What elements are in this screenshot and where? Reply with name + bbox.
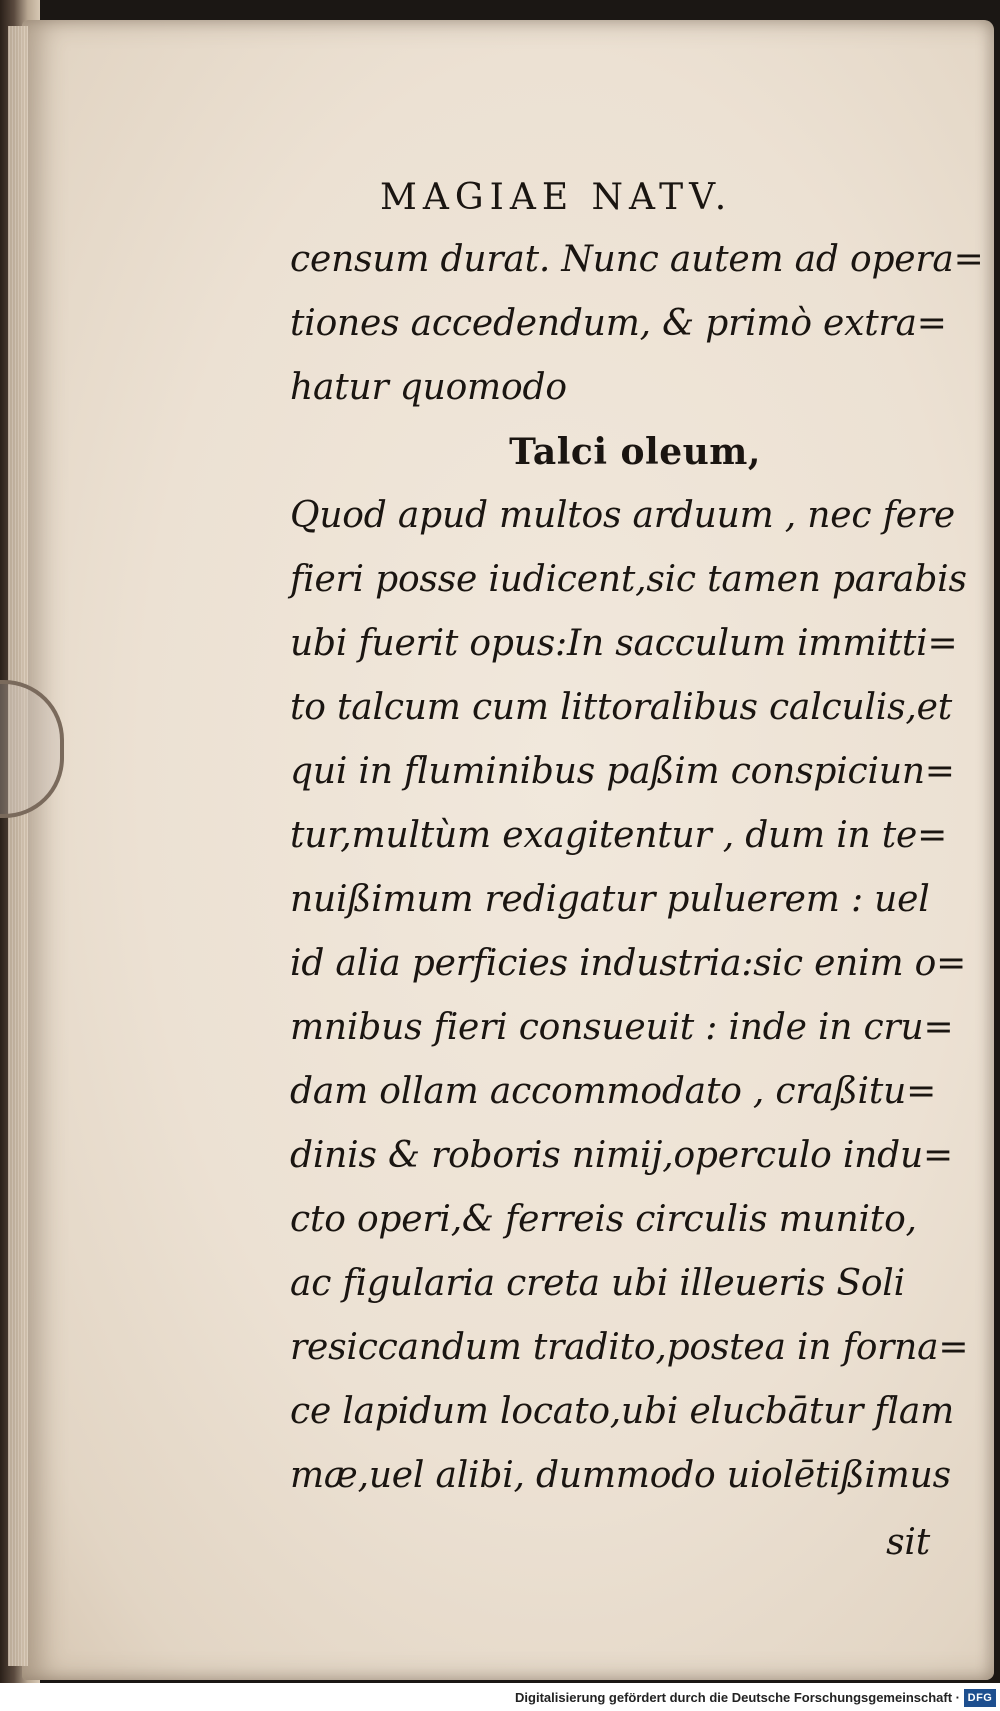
text-line: hatur quomodo xyxy=(290,367,567,408)
text-line: qui in fluminibus paßim conspiciun= xyxy=(290,751,955,792)
digitization-footer xyxy=(0,1683,1000,1711)
text-line: id alia perficies industria:sic enim o= xyxy=(290,943,967,984)
dfg-logo-icon: DFG xyxy=(964,1689,996,1707)
text-line: tiones accedendum, & primò extra= xyxy=(290,303,947,344)
footer-credit: Digitalisierung gefördert durch die Deutsche Forschungsgemeinschaft · xyxy=(515,1689,960,1705)
text-line: nuißimum redigatur puluerem : uel xyxy=(290,879,930,920)
text-line: Quod apud multos arduum , nec fere xyxy=(290,495,955,536)
text-line: dam ollam accommodato , craßitu= xyxy=(290,1071,937,1112)
text-line: cto operi,& ferreis circulis munito, xyxy=(290,1199,917,1240)
page-stack-edges xyxy=(8,26,28,1666)
text-line: to talcum cum littoralibus calculis,et xyxy=(290,687,952,728)
page-text-block xyxy=(290,168,984,1578)
text-line: ubi fuerit opus:In sacculum immitti= xyxy=(290,623,958,664)
text-line: censum durat. Nunc autem ad opera= xyxy=(290,239,984,280)
section-heading: Talci oleum, xyxy=(509,431,761,473)
text-line: resiccandum tradito,postea in forna= xyxy=(290,1327,969,1368)
text-line: mæ,uel alibi, dummodo uiolētißimus xyxy=(290,1455,951,1496)
text-line: ce lapidum locato,ubi elucbātur flam xyxy=(290,1391,955,1432)
text-line: fieri posse iudicent,sic tamen parabis xyxy=(290,559,967,600)
text-line: dinis & roboris nimij,operculo indu= xyxy=(290,1135,953,1176)
text-line: ac figularia creta ubi illeueris Soli xyxy=(290,1263,905,1304)
text-line: tur,multùm exagitentur , dum in te= xyxy=(290,815,948,856)
catchword: sit xyxy=(886,1522,930,1563)
running-head: MAGIAE NATV. xyxy=(380,177,733,218)
text-line: mnibus fieri consueuit : inde in cru= xyxy=(290,1007,954,1048)
